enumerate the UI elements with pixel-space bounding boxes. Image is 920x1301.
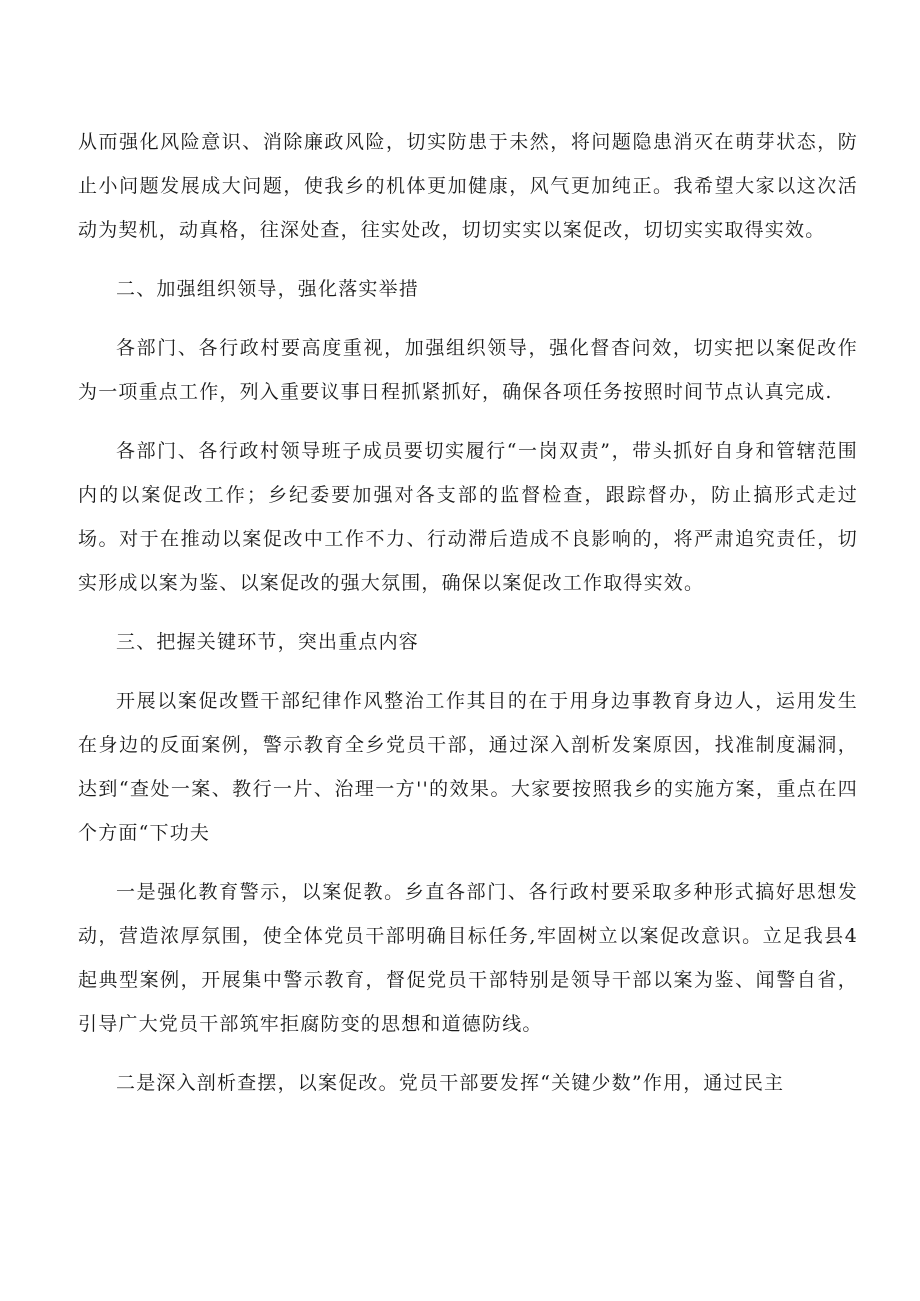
section-heading: 二、加强组织领导，强化落实举措	[116, 278, 420, 300]
section-heading: 三、把握关键环节，突出重点内容	[116, 631, 420, 653]
body-paragraph: 一是强化教育警示，以案促教。乡直各部门、各行政村要采取多种形式搞好思想发动，营造浓厚氛围，使全体党员干部明确目标任务,牢固树立以案促改意识。立足我县4起典型案例，开展集中警示教育，督促党员干部特别是领导干部以案为鉴、闻警自省，引导广大党员干部筑牢拒腐防变的思想和道德防线。	[78, 881, 858, 1035]
body-paragraph: 开展以案促改暨干部纪律作风整治工作其目的在于用身边事教育身边人，运用发生在身边的反面案例，警示教育全乡党员干部，通过深入剖析发案原因，找准制度漏洞，达到“查处一案、教行一片、治理一方''的效果。大家要按照我乡的实施方案，重点在四个方面“下功夫	[78, 690, 858, 844]
body-paragraph: 从而强化风险意识、消除廉政风险，切实防患于未然，将问题隐患消灭在萌芽状态，防止小问题发展成大问题，使我乡的机体更加健康，风气更加纯正。我希望大家以这次活动为契机，动真格，往深处查，往实处改，切切实实以案促改，切切实实取得实效。	[78, 131, 858, 241]
body-paragraph: 各部门、各行政村领导班子成员要切实履行“一岗双责”，带头抓好自身和管辖范围内的以案促改工作；乡纪委要加强对各支部的监督检查，跟踪督办，防止搞形式走过场。对于在推动以案促改中工作不力、行动滞后造成不良影响的，将严肃追究责任，切实形成以案为鉴、以案促改的强大氛围，确保以案促改工作取得实效。	[78, 440, 858, 594]
body-paragraph: 二是深入剖析查摆，以案促改。党员干部要发挥“关键少数”作用，通过民主	[116, 1072, 785, 1094]
body-paragraph: 各部门、各行政村要高度重视，加强组织领导，强化督杳问效，切实把以案促改作为一项重点工作，列入重要议事日程抓紧抓好，确保各项任务按照时间节点认真完成.	[78, 337, 858, 403]
document-body	[78, 120, 858, 1105]
